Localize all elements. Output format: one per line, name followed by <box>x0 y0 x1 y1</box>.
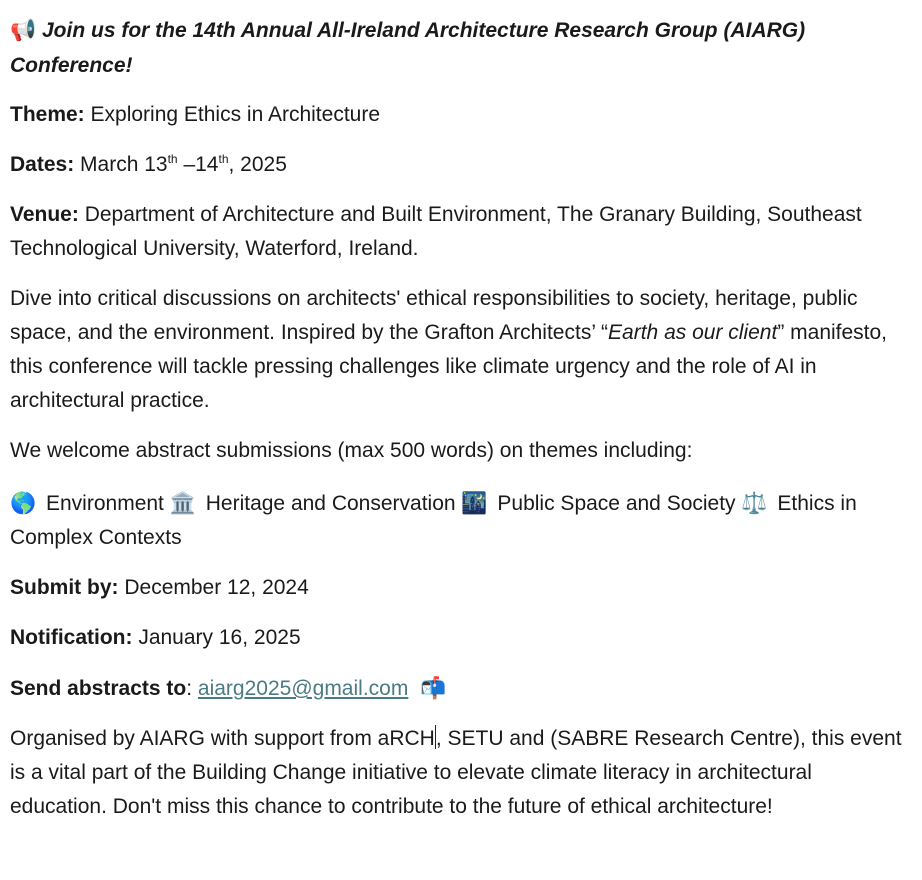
venue-label: Venue: <box>10 203 79 226</box>
send-colon: : <box>186 677 193 700</box>
intro-before: Dive into critical discussions on architects' ethical responsibilities to society, heritage, public space, and the environment. Inspired by the Grafton Architects’ “ <box>10 287 858 344</box>
dates-day1: March 13 <box>80 153 168 176</box>
send-label: Send abstracts to <box>10 677 187 700</box>
city-night-icon: 🌃 <box>461 491 488 515</box>
call-for-abstracts: We welcome abstract submissions (max 500 words) on themes including: <box>10 439 693 462</box>
theme-item-heritage: Heritage and Conservation <box>205 492 456 515</box>
intro-after: ” manifesto, this conference will tackle pressing challenges like climate urgency and the role of AI in architectural practice. <box>10 321 888 412</box>
organised-after: , SETU and (SABRE Research Centre), this event is a vital part of the Building Change initiative to elevate climate literacy in architectural education. Don't miss this chance to contribute to the future of ethical architecture! <box>10 727 902 818</box>
dates-sup1: th <box>167 152 178 166</box>
venue-line <box>10 198 912 266</box>
megaphone-icon: 📢 <box>10 18 37 42</box>
submit-line <box>10 571 912 605</box>
headline <box>10 13 912 83</box>
send-line <box>10 671 912 706</box>
dates-sep: –14 <box>177 153 219 176</box>
theme-item-public-space: Public Space and Society <box>497 492 736 515</box>
submit-value: December 12, 2024 <box>124 576 309 599</box>
classical-building-icon: 🏛️ <box>169 491 196 515</box>
theme-item-environment: Environment <box>46 492 164 515</box>
globe-icon: 🌎 <box>10 491 37 515</box>
intro-paragraph <box>10 282 912 418</box>
email-link[interactable]: aiarg2025@gmail.com <box>197 677 409 700</box>
headline-text: Join us for the 14th Annual All-Ireland Architecture Research Group (AIARG) Conference! <box>10 19 806 77</box>
dates-year: , 2025 <box>228 153 287 176</box>
theme-line <box>10 98 912 132</box>
theme-label: Theme: <box>10 103 85 126</box>
venue-value: Department of Architecture and Built Environment, The Granary Building, Southeast Technological University, Waterford, Ireland. <box>10 203 862 260</box>
organised-paragraph <box>10 722 912 824</box>
intro-italic: Earth as our client <box>608 321 778 344</box>
notification-value: January 16, 2025 <box>138 626 301 649</box>
theme-item-ethics: Ethics in Complex Contexts <box>10 492 857 549</box>
mailbox-icon: 📬 <box>420 676 447 700</box>
theme-value: Exploring Ethics in Architecture <box>90 103 380 126</box>
balance-scale-icon: ⚖️ <box>741 491 768 515</box>
dates-line <box>10 148 912 182</box>
dates-sup2: th <box>218 152 229 166</box>
notification-line <box>10 621 912 655</box>
submit-label: Submit by: <box>10 576 119 599</box>
themes-list <box>10 486 912 555</box>
notification-label: Notification: <box>10 626 133 649</box>
organised-before: Organised by AIARG with support from aRCH <box>10 727 435 750</box>
dates-label: Dates: <box>10 153 75 176</box>
